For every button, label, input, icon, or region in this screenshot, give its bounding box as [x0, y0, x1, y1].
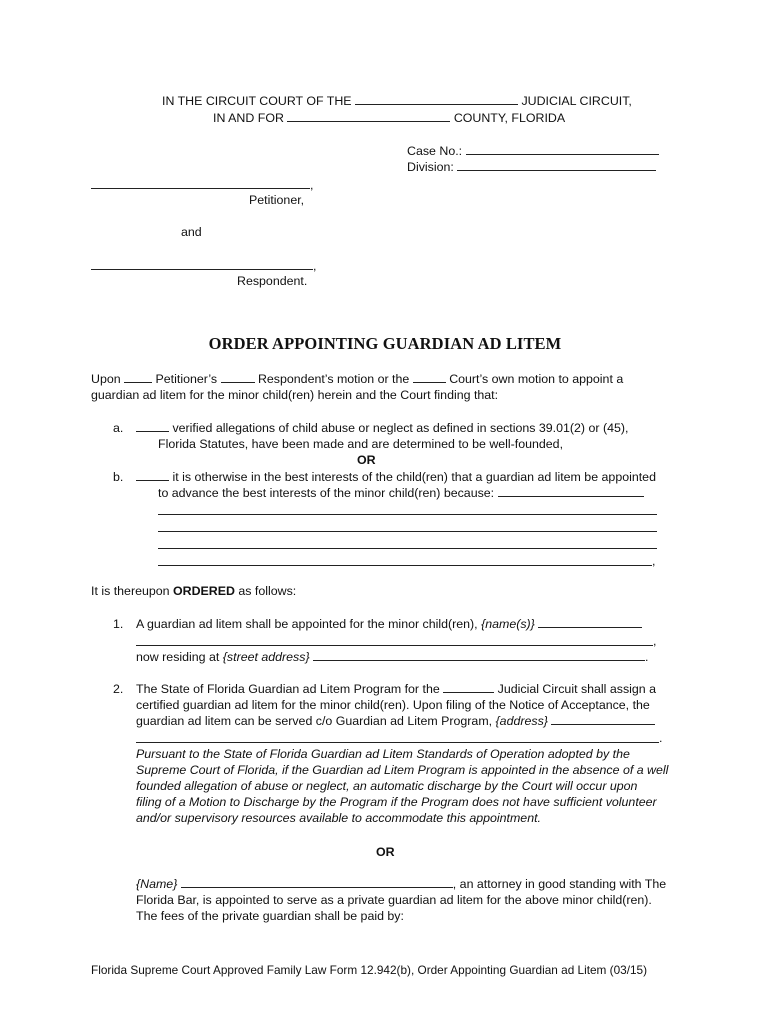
finding-b-check[interactable] [136, 469, 169, 481]
finding-a-check[interactable] [136, 420, 169, 432]
intro-respondent: Respondent’s motion or the [257, 372, 410, 386]
standards-line-5: and/or supervisory resources available to accommodate this appointment. [136, 811, 541, 825]
form-footer: Florida Supreme Court Approved Family Law Form 12.942(b), Order Appointing Guardian ad Litem (03/15) [91, 963, 648, 977]
attorney-line-b: Florida Bar, is appointed to serve as a private guardian ad litem for the above minor child(ren). [136, 893, 652, 907]
child-names-field[interactable] [538, 616, 642, 628]
finding-or-label: OR [357, 453, 376, 467]
respondent-motion-check[interactable] [221, 371, 255, 383]
respondent-name-field[interactable] [91, 269, 313, 270]
standards-line-2: Supreme Court of Florida, if the Guardian ad Litem Program is appointed in the absence of a well [136, 763, 669, 777]
court-header-prefix: IN THE CIRCUIT COURT OF THE [162, 94, 352, 108]
court-header-line1 [162, 93, 632, 109]
petitioner-comma: , [310, 178, 314, 192]
intro-petitioner: Petitioner’s [155, 372, 218, 386]
item2-line1-post: Judicial Circuit shall assign a [497, 682, 657, 696]
judicial-circuit-field[interactable] [355, 93, 518, 105]
finding-b-line2 [158, 485, 644, 501]
attorney-name-hint: {Name} [136, 877, 178, 891]
child-names-field-2[interactable] [136, 645, 653, 646]
intro-line2: guardian ad litem for the minor child(ren) herein and the Court finding that: [91, 388, 499, 402]
ordered-pre: It is thereupon [91, 584, 170, 598]
finding-a-line1 [136, 420, 628, 436]
finding-b-because: to advance the best interests of the minor child(ren) because: [158, 486, 495, 500]
because-comma: , [652, 554, 656, 568]
item2-marker: 2. [113, 682, 124, 696]
finding-b-line1 [136, 469, 656, 485]
item1-residing-line [136, 649, 649, 665]
attorney-name-field[interactable] [181, 876, 453, 888]
case-no-label: Case No.: [407, 144, 463, 158]
case-no-field[interactable] [466, 143, 659, 155]
item2-period: . [659, 731, 663, 745]
because-field-2[interactable] [158, 514, 657, 515]
item2-or-label: OR [376, 845, 395, 859]
county-field[interactable] [287, 110, 450, 122]
attorney-line-post: , an attorney in good standing with The [452, 877, 667, 891]
circuit-number-field[interactable] [443, 681, 494, 693]
ordered-line [91, 583, 296, 599]
division-row [407, 159, 656, 175]
item2-line2: certified guardian ad litem for the minor child(ren). Upon filing of the Notice of Acceptance, the [136, 698, 650, 712]
item1-residing: now residing at [136, 650, 220, 664]
division-label: Division: [407, 160, 454, 174]
item1-comma: , [653, 634, 657, 648]
item1-text: A guardian ad litem shall be appointed for the minor child(ren), [136, 617, 478, 631]
petitioner-motion-check[interactable] [124, 371, 152, 383]
item2-address-hint: {address} [495, 714, 548, 728]
standards-line-1: Pursuant to the State of Florida Guardian ad Litem Standards of Operation adopted by the [136, 747, 630, 761]
intro-court: Court’s own motion to appoint a [449, 372, 624, 386]
gal-address-field[interactable] [551, 713, 655, 725]
intro-upon: Upon [91, 372, 121, 386]
attorney-line-c: The fees of the private guardian shall be paid by: [136, 909, 404, 923]
finding-a-line2: Florida Statutes, have been made and are determined to be well-founded, [158, 437, 564, 451]
item1-names-hint: {name(s)} [481, 617, 535, 631]
item2-line1-pre: The State of Florida Guardian ad Litem Program for the [136, 682, 440, 696]
item1-line1 [136, 616, 642, 632]
division-field[interactable] [457, 159, 656, 171]
item2-line3 [136, 713, 655, 729]
gal-address-field-2[interactable] [136, 742, 659, 743]
and-label: and [181, 225, 202, 239]
court-header-line2 [213, 110, 565, 126]
court-header-suffix: JUDICIAL CIRCUIT, [521, 94, 632, 108]
petitioner-label: Petitioner, [249, 193, 305, 207]
court-motion-check[interactable] [413, 371, 446, 383]
county-suffix: COUNTY, FLORIDA [453, 111, 566, 125]
item1-marker: 1. [113, 617, 124, 631]
ordered-post: as follows: [238, 584, 297, 598]
finding-b-marker: b. [113, 470, 124, 484]
attorney-line [136, 876, 666, 892]
petitioner-name-field[interactable] [91, 188, 310, 189]
ordered-bold: ORDERED [172, 584, 235, 598]
respondent-comma: , [313, 259, 317, 273]
page-title: ORDER APPOINTING GUARDIAN AD LITEM [208, 334, 562, 353]
item2-line1 [136, 681, 656, 697]
because-field-5[interactable] [158, 565, 652, 566]
respondent-label: Respondent. [237, 274, 308, 288]
case-no-row [407, 143, 659, 159]
county-prefix: IN AND FOR [213, 111, 284, 125]
finding-a-text: verified allegations of child abuse or neglect as defined in sections 39.01(2) or (45), [172, 421, 629, 435]
standards-line-4: filing of a Motion to Discharge by the Program if the Program does not have sufficient volunteer [136, 795, 657, 809]
because-field-1[interactable] [498, 485, 644, 497]
item1-period: . [645, 650, 649, 664]
finding-b-text: it is otherwise in the best interests of the child(ren) that a guardian ad litem be appointed [172, 470, 656, 484]
intro-line1 [91, 371, 623, 387]
because-field-4[interactable] [158, 548, 657, 549]
standards-line-3: founded allegation of abuse or neglect, an automatic discharge by the Court will occur upon [136, 779, 638, 793]
because-field-3[interactable] [158, 531, 657, 532]
street-address-field[interactable] [313, 649, 645, 661]
item2-line3-pre: guardian ad litem can be served c/o Guardian ad Litem Program, [136, 714, 493, 728]
finding-a-marker: a. [113, 421, 124, 435]
item1-address-hint: {street address} [222, 650, 310, 664]
